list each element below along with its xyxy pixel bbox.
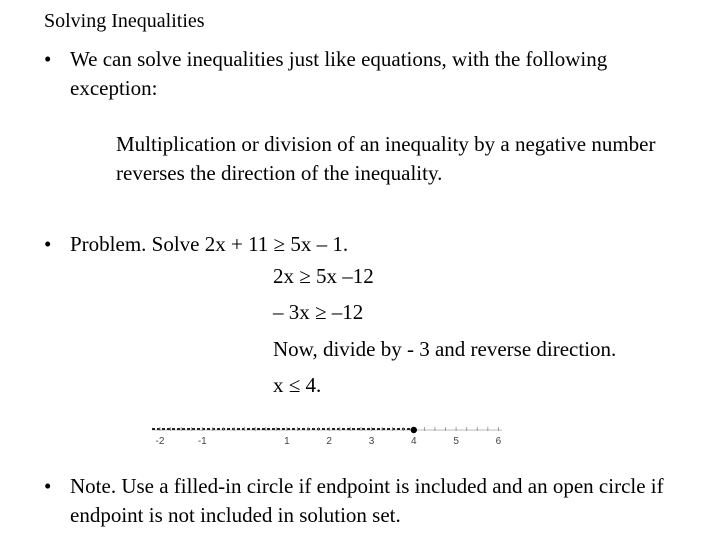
tick-label: -2 [155, 436, 165, 447]
bullet-marker: • [44, 474, 52, 498]
tick-label: 2 [326, 436, 332, 447]
bullet-marker: • [44, 47, 52, 71]
slide-title: Solving Inequalities [44, 10, 205, 32]
number-line [150, 420, 510, 450]
tick-label: 1 [284, 436, 290, 447]
tick-label: 6 [495, 436, 502, 447]
solution-step-4: x ≤ 4. [273, 373, 322, 397]
problem-bullet-text: Problem. Solve 2x + 11 ≥ 5x – 1. [70, 232, 349, 256]
bullet-marker: • [44, 232, 52, 256]
number-line-tick-labels [156, 436, 502, 447]
solution-endpoint-filled-circle [411, 427, 417, 433]
exception-rule-text: Multiplication or division of an inequality by a negative number reverses the direction of the inequality. [116, 132, 656, 185]
solution-step-3: Now, divide by - 3 and reverse direction. [273, 337, 617, 361]
tick-label: 5 [453, 436, 459, 447]
tick-label: 3 [368, 436, 375, 447]
intro-bullet-text: We can solve inequalities just like equations, with the following exception: [70, 47, 608, 100]
solution-step-1: 2x ≥ 5x –12 [273, 264, 374, 288]
tick-label: 4 [411, 436, 417, 447]
solution-step-2: – 3x ≥ –12 [273, 300, 364, 324]
tick-label: -1 [197, 436, 207, 447]
note-bullet-text: Note. Use a filled-in circle if endpoint is included and an open circle if endpoint is not included in solution set. [70, 474, 664, 527]
